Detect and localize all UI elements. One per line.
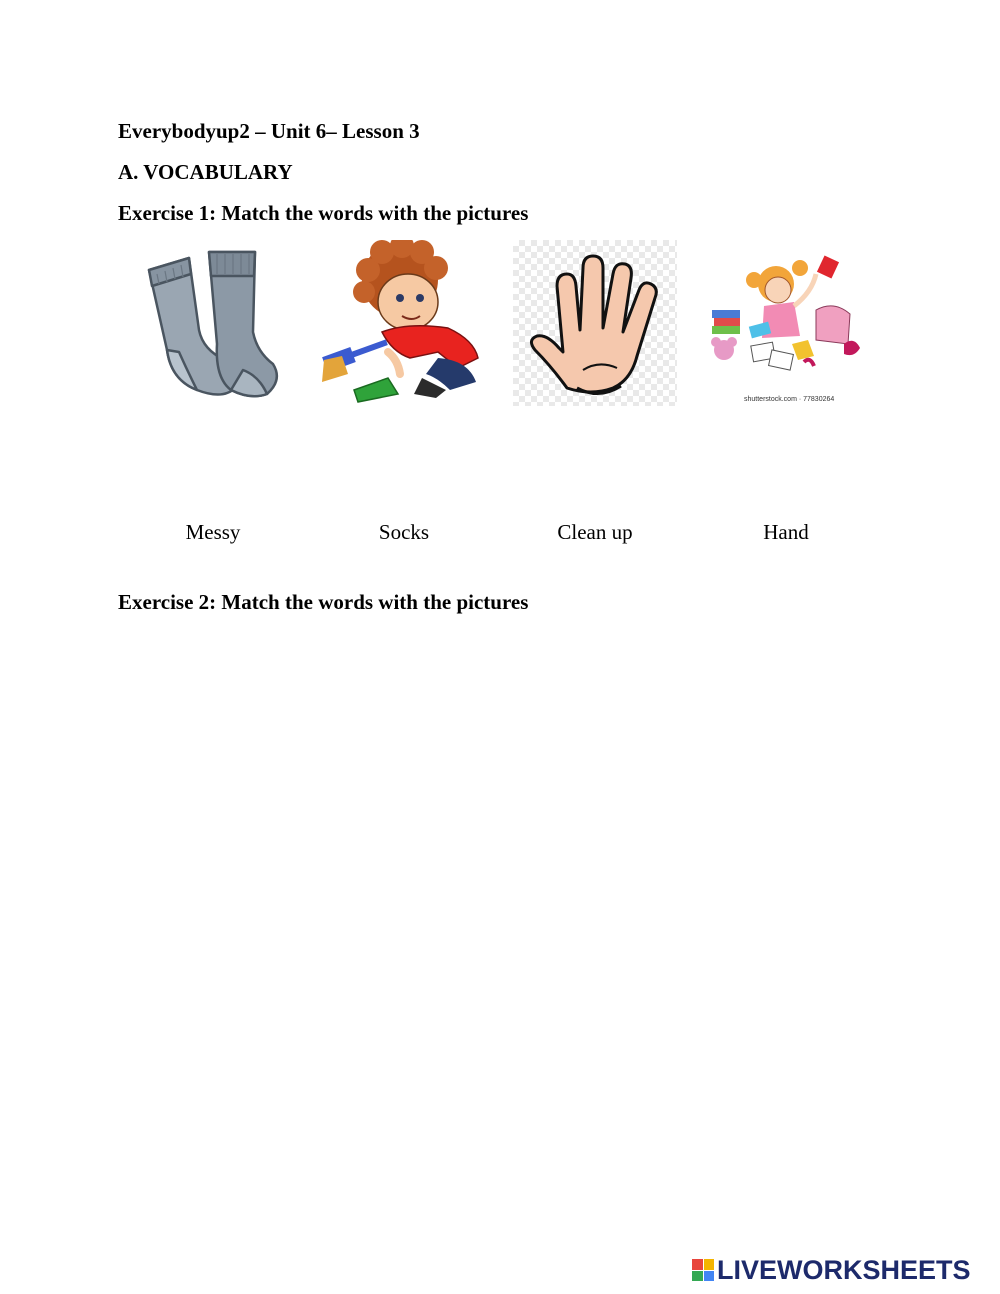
word-option[interactable]: Messy (185, 520, 241, 544)
image-credit: shutterstock.com · 77830264 (744, 396, 835, 403)
exercise-1-heading: Exercise 1: Match the words with the pictures (118, 201, 529, 225)
messy-girl-picture (704, 240, 870, 406)
logo-square (692, 1259, 703, 1270)
liveworksheets-logo (692, 1256, 971, 1284)
worksheet-title: Everybodyup2 – Unit 6– Lesson 3 (118, 119, 420, 143)
logo-square (704, 1271, 715, 1282)
logo-mark-icon (692, 1259, 714, 1281)
exercise-2-heading: Exercise 2: Match the words with the pictures (118, 590, 529, 614)
word-option[interactable]: Clean up (557, 520, 633, 544)
hand-picture (513, 240, 677, 406)
logo-square (692, 1271, 703, 1282)
logo-square (704, 1259, 715, 1270)
logo-text: LIVEWORKSHEETS (717, 1254, 971, 1285)
word-option[interactable]: Socks (378, 520, 430, 544)
word-option[interactable]: Hand (763, 520, 809, 544)
boy-sweeping-picture (318, 240, 490, 406)
section-heading: A. VOCABULARY (118, 160, 293, 184)
socks-picture (127, 240, 297, 406)
